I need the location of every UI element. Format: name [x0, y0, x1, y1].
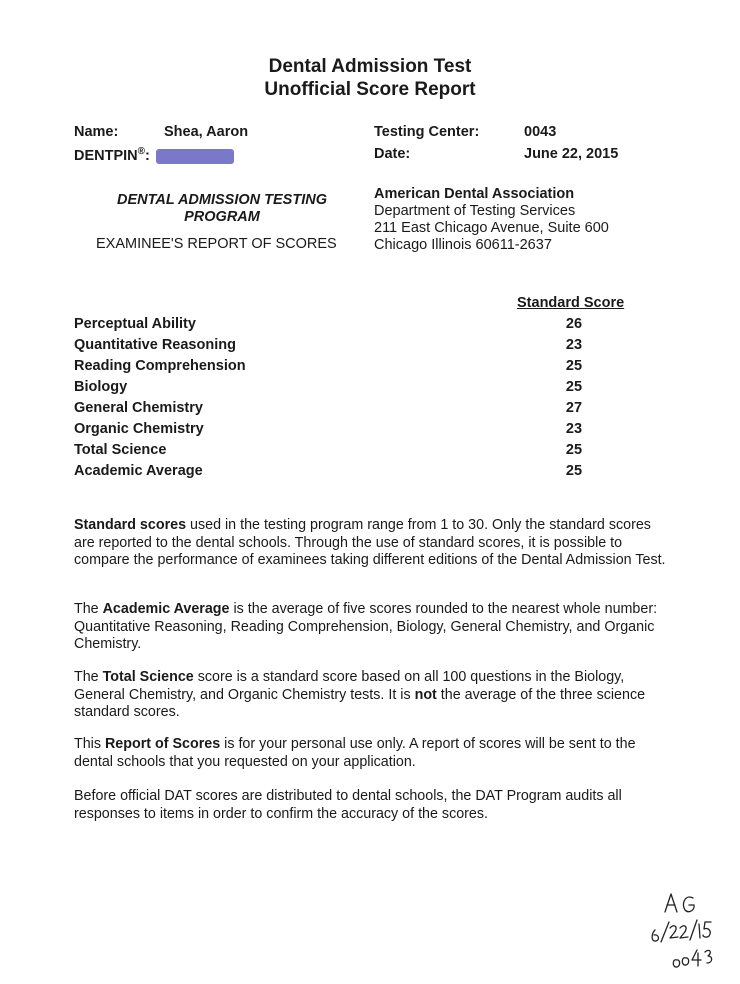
program-title-line2: PROGRAM	[184, 209, 260, 225]
report-of-scores-paragraph	[74, 736, 674, 771]
score-value: 23	[565, 337, 583, 353]
score-value: 25	[565, 379, 583, 395]
score-value: 27	[565, 400, 583, 416]
p3-pre: The	[74, 669, 103, 685]
score-row	[74, 379, 644, 400]
dentpin-label-text: DENTPIN	[74, 147, 138, 164]
report-title-line2: Unofficial Score Report	[264, 79, 476, 100]
score-value: 25	[565, 463, 583, 479]
testing-center-label: Testing Center:	[374, 124, 480, 140]
p2-text: is the average of five scores rounded to the nearest whole number: Quantitative Reasoning, Reading Comprehension, Biology, General Chemistry, and Organic Chemistry.	[74, 601, 658, 652]
score-name: Reading Comprehension	[74, 358, 246, 374]
p3-text: the average of the three science standard scores.	[74, 686, 646, 720]
ada-city: Chicago Illinois 60611-2637	[374, 237, 552, 253]
score-row	[74, 337, 644, 358]
score-value: 26	[565, 316, 583, 332]
p3-mid: score is a standard score based on all 100 questions in the Biology, General Chemistry, and Organic Chemistry tests. It is	[74, 669, 625, 703]
score-row	[74, 358, 644, 379]
score-name: Quantitative Reasoning	[74, 337, 236, 353]
date-value: June 22, 2015	[524, 146, 619, 162]
audit-paragraph: Before official DAT scores are distributed to dental schools, the DAT Program audits all responses to items in order to confirm the accuracy of the scores.	[74, 788, 622, 822]
p4-bold: Report of Scores	[104, 736, 221, 752]
p1-bold: Standard scores	[74, 517, 187, 533]
p3-bold: Total Science	[102, 669, 194, 685]
report-of-scores-label: EXAMINEE'S REPORT OF SCORES	[96, 236, 337, 252]
dentpin-redacted-value	[156, 149, 234, 164]
p2-bold: Academic Average	[102, 601, 230, 617]
p4-pre: This	[74, 736, 105, 752]
score-name: Biology	[74, 379, 128, 395]
name-value: Shea, Aaron	[164, 124, 249, 140]
ada-org: American Dental Association	[374, 186, 575, 202]
score-row	[74, 463, 644, 484]
score-row	[74, 442, 644, 463]
testing-center-value: 0043	[524, 124, 557, 140]
program-title-line1: DENTAL ADMISSION TESTING	[117, 192, 327, 208]
standard-score-header: Standard Score	[517, 295, 625, 311]
p2-pre: The	[74, 601, 103, 617]
standard-scores-paragraph	[74, 517, 674, 570]
ada-dept: Department of Testing Services	[374, 203, 576, 219]
date-label: Date:	[374, 146, 411, 162]
p3-bold2: not	[414, 686, 437, 703]
score-value: 23	[565, 421, 583, 437]
dentpin-label	[74, 146, 234, 164]
registered-mark: ®	[137, 146, 146, 157]
dentpin-colon: :	[145, 147, 150, 164]
score-name: General Chemistry	[74, 400, 203, 416]
score-name: Total Science	[74, 442, 167, 458]
score-row	[74, 400, 644, 421]
score-name: Organic Chemistry	[74, 421, 204, 437]
report-title-line1: Dental Admission Test	[268, 56, 472, 77]
handwritten-annotation	[645, 890, 740, 984]
score-value: 25	[565, 442, 583, 458]
total-science-paragraph	[74, 669, 674, 722]
p4-text: is for your personal use only. A report of scores will be sent to the dental schools that you requested on your application.	[74, 736, 636, 770]
score-value: 25	[565, 358, 583, 374]
p1-text: used in the testing program range from 1 to 30. Only the standard scores are reported to the dental schools. Through the use of standard scores, it is possible to compare the performance of examinees taking different editions of the Dental Admission Test.	[74, 517, 666, 568]
ada-street: 211 East Chicago Avenue, Suite 600	[374, 220, 609, 236]
ada-address	[374, 186, 609, 254]
score-name: Academic Average	[74, 463, 203, 479]
score-row	[74, 316, 644, 337]
score-name: Perceptual Ability	[74, 316, 196, 332]
academic-average-paragraph	[74, 601, 674, 654]
name-label: Name:	[74, 124, 119, 140]
score-row	[74, 421, 644, 442]
program-title	[90, 192, 354, 226]
